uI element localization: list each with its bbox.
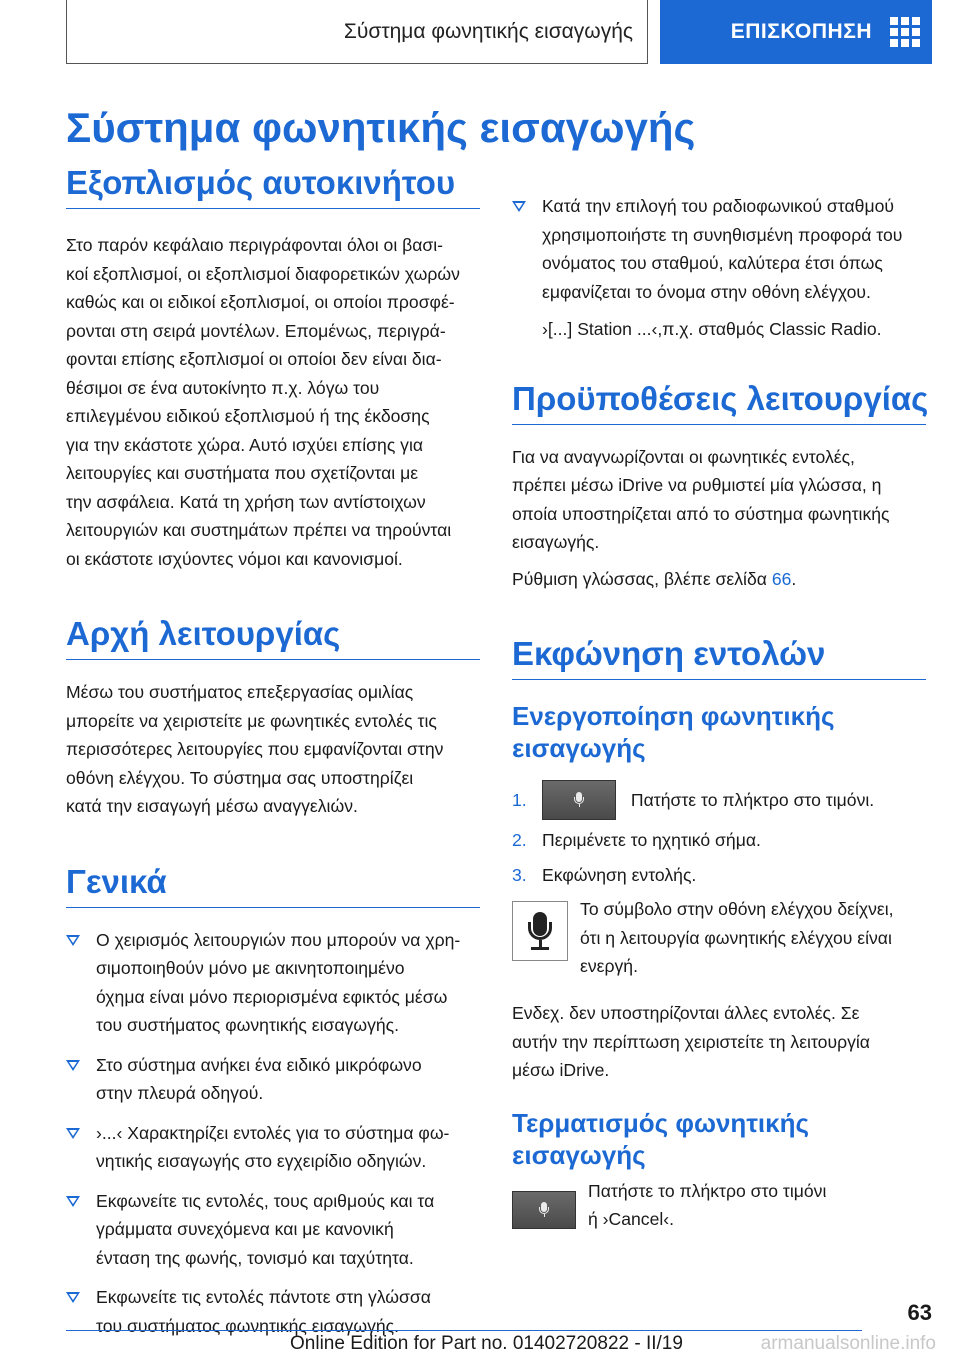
list-item bbox=[512, 861, 926, 890]
principle-heading: Αρχή λειτουργίας bbox=[66, 615, 480, 660]
principle-text: Μέσω του συστήματος επεξεργασίας ομιλίας μπορείτε να χειριστείτε με φωνητικές εντολές τις περισσότερες λειτουργίες που εμφανίζονται στην οθόνη ελέγχου. Το σύστημα σας υποστηρίζει κατά την εισαγωγή μέσω αναγγελιών. bbox=[66, 682, 444, 816]
microphone-icon bbox=[574, 792, 584, 808]
unsupported-text: Ενδεχ. δεν υποστηρίζονται άλλες εντολές. Σε αυτήν την περίπτωση χειριστείτε τη λειτουργία μέσω iDrive. bbox=[512, 1003, 870, 1080]
activate-heading: Ενεργοποίηση φωνητικής εισαγωγής bbox=[512, 701, 835, 763]
steps-list bbox=[512, 780, 926, 889]
edition-text: Online Edition for Part no. 01402720822 - II/19 bbox=[290, 1333, 683, 1354]
language-reference: Ρύθμιση γλώσσας, βλέπε σελίδα 66. bbox=[512, 568, 797, 589]
grid-icon bbox=[890, 17, 920, 47]
triangle-bullet-icon bbox=[66, 1060, 80, 1071]
right-column bbox=[512, 192, 929, 1239]
steering-voice-button[interactable] bbox=[512, 1191, 576, 1229]
list-item: Στο σύστημα ανήκει ένα ειδικό μικρόφωνο στην πλευρά οδηγού. bbox=[66, 1051, 480, 1108]
microphone-icon bbox=[539, 1202, 549, 1218]
footer-divider bbox=[66, 1330, 862, 1331]
end-heading: Τερματισμός φωνητικής εισαγωγής bbox=[512, 1107, 810, 1170]
page-link[interactable]: 66 bbox=[771, 568, 792, 589]
list-item: Κατά την επιλογή του ραδιοφωνικού σταθμού χρησιμοποιήστε τη συνηθισμένη προφορά του ονόματος του σταθμού, καλύτερα έτσι όπως εμφανίζεται το όνομα στην οθόνη ελέγχου. bbox=[512, 192, 926, 306]
commands-heading: Εκφώνηση εντολών bbox=[512, 635, 926, 680]
steering-voice-button[interactable] bbox=[542, 780, 616, 820]
requirements-text: Για να αναγνωρίζονται οι φωνητικές εντολές, πρέπει μέσω iDrive να ρυθμιστεί μία γλώσσα, η οποία υποστηρίζεται από το σύστημα φωνητικής εισαγωγής. bbox=[512, 446, 890, 552]
overview-label: ΕΠΙΣΚΟΠΗΣΗ bbox=[730, 20, 872, 43]
general-list bbox=[66, 926, 480, 1341]
overview-tab[interactable] bbox=[660, 0, 932, 64]
general-heading: Γενικά bbox=[66, 863, 480, 908]
microphone-icon bbox=[512, 901, 568, 961]
step-text: Εκφώνηση εντολής. bbox=[542, 864, 697, 885]
step-number: 1. bbox=[512, 790, 527, 810]
triangle-bullet-icon bbox=[512, 201, 526, 212]
step-number: 2. bbox=[512, 830, 527, 850]
end-text: Πατήστε το πλήκτρο στο τιμόνι ή ›Cancel‹. bbox=[588, 1180, 827, 1229]
triangle-bullet-icon bbox=[66, 1196, 80, 1207]
page-title: Σύστημα φωνητικής εισαγωγής bbox=[66, 104, 696, 151]
end-instruction bbox=[512, 1181, 926, 1239]
triangle-bullet-icon bbox=[66, 935, 80, 946]
header-section-tab bbox=[66, 0, 648, 64]
list-item: Ο χειρισμός λειτουργιών που μπορούν να χρη‐ σιμοποιηθούν μόνο με ακινητοποιημένο όχημα είναι μόνο περιορισμένα εφικτός μέσω του συστήματος φωνητικής εισαγωγής. bbox=[66, 926, 480, 1040]
voice-symbol-note bbox=[512, 901, 926, 987]
symbol-note-text: Το σύμβολο στην οθόνη ελέγχου δείχνει, ότι η λειτουργία φωνητικής ελέγχου είναι ενεργή. bbox=[580, 899, 894, 976]
vehicle-equipment-text: Στο παρόν κεφάλαιο περιγράφονται όλοι οι βασι‐ κοί εξοπλισμοί, οι εξοπλισμοί διαφορετικών χωρών καθώς και οι ειδικοί εξοπλισμοί, οι οποίοι προσφέ‐ ρονται στη σειρά μοντέλων. Επομένως, περιγρά‐ φονται επίσης εξοπλισμοί οι οποίοι δεν είναι δια‐ θέσιμοι σε ένα αυτοκίνητο π.χ. λόγω του επιλεγμένου ειδικού εξοπλισμού ή της έκδοσης για την εκάστοτε χώρα. Αυτό ισχύει επίσης για λειτουργίες και συστήματα που σχετίζονται με την ασφάλεια. Κατά τη χρήση των αντίστοιχων λειτουργιών και συστημάτων πρέπει να τηρούνται οι εκάστοτε ισχύοντες νόμοι και κανονισμοί. bbox=[66, 235, 460, 569]
left-column bbox=[66, 164, 480, 1340]
triangle-bullet-icon bbox=[66, 1292, 80, 1303]
list-item bbox=[512, 780, 926, 820]
watermark: armanualsonline.info bbox=[760, 1333, 936, 1354]
radio-list bbox=[512, 192, 926, 306]
header-section-title: Σύστημα φωνητικής εισαγωγής bbox=[343, 19, 633, 43]
step-text: Πατήστε το πλήκτρο στο τιμόνι. bbox=[630, 790, 875, 810]
triangle-bullet-icon bbox=[66, 1128, 80, 1139]
step-text: Περιμένετε το ηχητικό σήμα. bbox=[542, 830, 761, 850]
list-item: Εκφωνείτε τις εντολές, τους αριθμούς και τα γράμματα συνεχόμενα και με κανονική ένταση της φωνής, τονισμό και ταχύτητα. bbox=[66, 1187, 480, 1273]
page-number: 63 bbox=[907, 1300, 932, 1325]
radio-example: ›[...] Station ...‹,π.χ. σταθμός Classic Radio. bbox=[542, 319, 882, 339]
list-item: Εκφωνείτε τις εντολές πάντοτε στη γλώσσα του συστήματος φωνητικής εισαγωγής. bbox=[66, 1283, 480, 1340]
list-item: ›...‹ Χαρακτηρίζει εντολές για το σύστημα φω‐ νητικής εισαγωγής στο εγχειρίδιο οδηγιών. bbox=[66, 1119, 480, 1176]
list-item bbox=[512, 826, 926, 855]
requirements-heading: Προϋποθέσεις λειτουργίας bbox=[512, 380, 926, 425]
step-number: 3. bbox=[512, 864, 527, 885]
vehicle-equipment-heading: Εξοπλισμός αυτοκινήτου bbox=[66, 164, 480, 209]
